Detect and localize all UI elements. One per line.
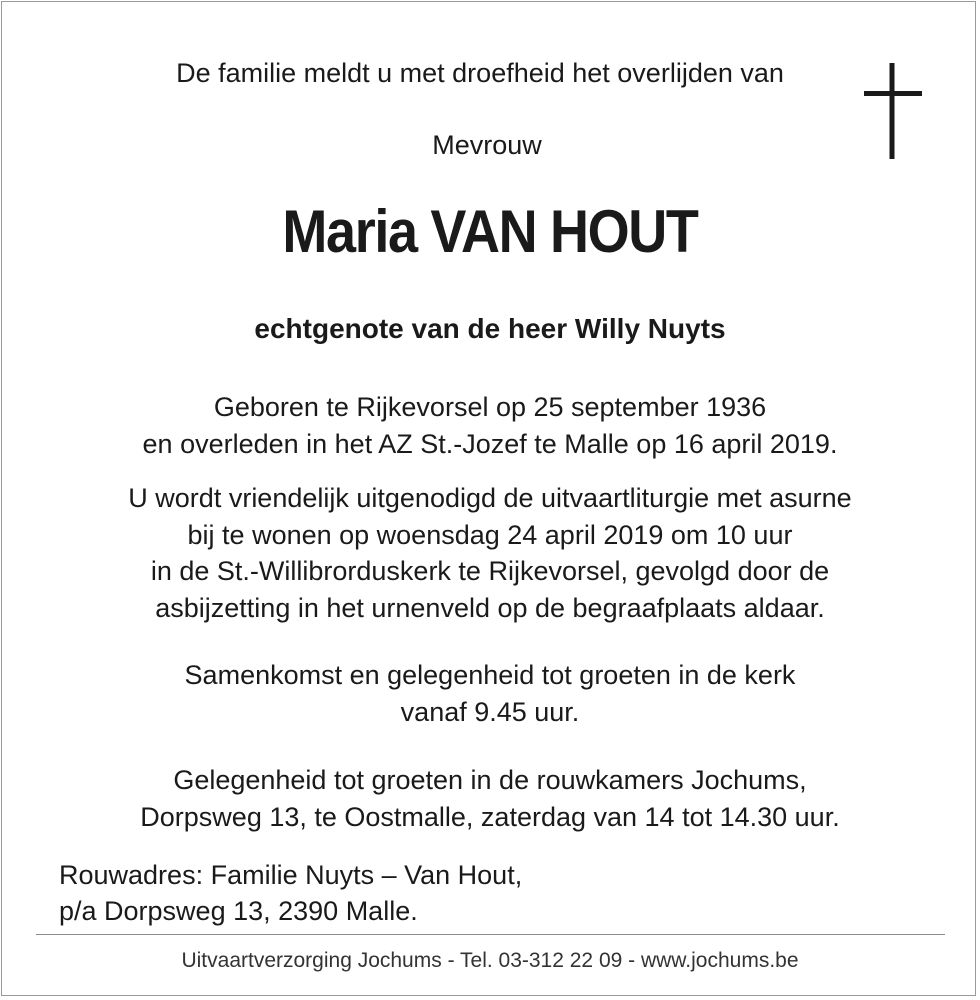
paragraph-line: Gelegenheid tot groeten in de rouwkamers Jochums,	[173, 765, 807, 795]
address-line: p/a Dorpsweg 13, 2390 Malle.	[59, 896, 418, 926]
service-paragraph	[0, 480, 980, 626]
viewing-paragraph	[0, 762, 980, 835]
paragraph-line: asbijzetting in het urnenveld op de begraafplaats aldaar.	[155, 592, 825, 623]
address-line: Rouwadres: Familie Nuyts – Van Hout,	[59, 860, 523, 890]
paragraph-line: Dorpsweg 13, te Oostmalle, zaterdag van 14 tot 14.30 uur.	[140, 801, 840, 832]
paragraph-line: Samenkomst en gelegenheid tot groeten in de kerk	[184, 660, 796, 690]
paragraph-line: en overleden in het AZ St.-Jozef te Malle op 16 april 2019.	[142, 428, 838, 459]
paragraph-line: in de St.-Willibrorduskerk te Rijkevorsel, gevolgd door de	[150, 556, 830, 586]
funeral-home-footer: Uitvaartverzorging Jochums - Tel. 03-312 22 09 - www.jochums.be	[181, 949, 799, 972]
spouse-line: echtgenote van de heer Willy Nuyts	[254, 313, 726, 344]
deceased-name: Maria VAN HOUT	[282, 198, 698, 265]
paragraph-line: bij te wonen op woensdag 24 april 2019 om 10 uur	[187, 519, 793, 550]
paragraph-line: vanaf 9.45 uur.	[400, 696, 580, 727]
footer-divider	[36, 934, 945, 935]
salutation: Mevrouw	[432, 130, 542, 160]
gathering-paragraph	[0, 657, 980, 730]
mourning-address	[59, 857, 522, 929]
birth-death-paragraph	[0, 389, 980, 462]
intro-text: De familie meldt u met droefheid het overlijden van	[176, 58, 784, 88]
paragraph-line: U wordt vriendelijk uitgenodigd de uitvaartliturgie met asurne	[128, 483, 852, 513]
paragraph-line: Geboren te Rijkevorsel op 25 september 1936	[213, 392, 767, 422]
